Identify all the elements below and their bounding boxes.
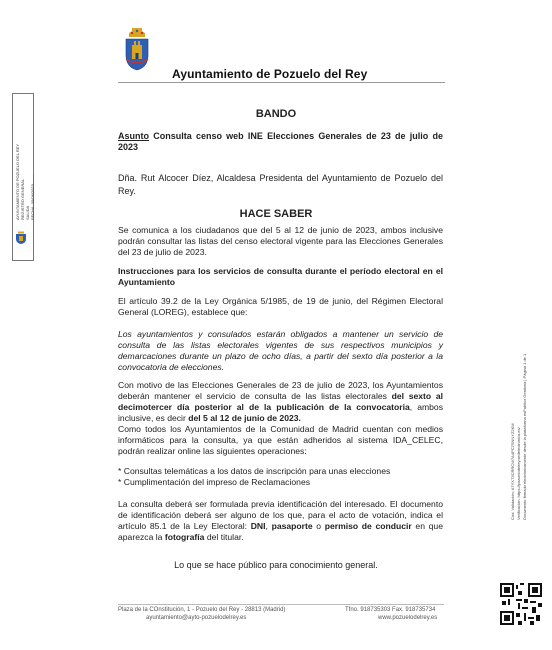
footer-website[interactable]: www.pozuelodelrey.es xyxy=(378,615,438,621)
dates-text-bold-d: del 5 al 12 de junio de 2023. xyxy=(188,413,301,423)
qr-code-icon[interactable] xyxy=(500,583,542,625)
verification-code-text: Cód. Validación: A7YXT3CRRCW7A4PC7SNNYZ2KM xyxy=(510,423,515,520)
list-item: * Cumplimentación del impreso de Reclamaciones xyxy=(118,477,311,487)
header-divider xyxy=(118,82,445,83)
stamp-line: REGISTRO GENERAL xyxy=(20,178,25,220)
identification-paragraph xyxy=(118,499,443,543)
operations-list xyxy=(118,466,443,488)
instructions-heading: Instrucciones para los servicios de consulta durante el período electoral en el Ayuntamiento xyxy=(118,266,443,287)
id-pasaporte: pasaporte xyxy=(271,521,313,531)
list-item: * Consultas telemáticas a los datos de inscripción para unas elecciones xyxy=(118,466,391,476)
footer-phone-fax: Tfno. 918735303 Fax. 918735734 xyxy=(345,607,436,613)
footer-address: Plaza de la COnstitución, 1 - Pozuelo del Rey - 28813 (Madrid) xyxy=(118,607,286,613)
dates-text-a: Con motivo de las Elecciones Generales de 23 de julio de 2023, los Ayuntamientos deberán mantener el servicio de consulta de las listas electorales xyxy=(118,380,443,401)
footer-email[interactable]: ayuntamiento@ayto-pozuelodelrey.es xyxy=(146,615,247,621)
id-sep-1: , xyxy=(265,521,272,531)
footer-divider xyxy=(118,604,444,605)
stamp-line: FECHA: 05/06/2023 ........ xyxy=(30,174,35,220)
id-dni: DNI xyxy=(250,521,266,531)
stamp-line: AYUNTAMIENTO DE POZUELO DEL REY xyxy=(15,143,20,220)
id-text-a: La consulta deberá ser formulada previa identificación del interesado. El documento de identificación deberá ser alguno de los que, para el acto de votación, indica el artículo 85.1 de la Ley Electoral: xyxy=(118,499,443,531)
esignature-text: Documento firmado electrónicamente desde la plataforma esPublico Gestiona | Página 1 de 1 xyxy=(522,353,527,520)
law-reference-paragraph: El artículo 39.2 de la Ley Orgánica 5/1985, de 19 de junio, del Régimen Electoral General (LOREG), establece que: xyxy=(118,296,443,317)
online-operations-paragraph: Como todos los Ayuntamientos de la Comunidad de Madrid cuentan con medios informáticos para la consulta, ya que están adheridos al sistema IDA_CELEC, podrán realizar online las siguientes operaciones: xyxy=(118,424,443,456)
id-sep-2: o xyxy=(312,521,325,531)
coat-of-arms-logo xyxy=(123,27,151,71)
verification-url-text[interactable]: Verificación: https://pozuelodelrey.sedelectronica.es/ xyxy=(516,427,521,520)
closing-statement: Lo que se hace público para conocimiento general. xyxy=(174,560,378,570)
stamp-line: SALIDA xyxy=(25,205,30,220)
id-text-b: en que aparezca la xyxy=(118,521,443,542)
dates-paragraph xyxy=(118,380,443,424)
document-title: BANDO xyxy=(255,108,297,120)
id-fotografia: fotografía xyxy=(164,532,205,542)
law-quote-paragraph: Los ayuntamientos y consulados estarán obligados a mantener un servicio de consulta de las listas electorales vigentes de sus respectivos municipios y demarcaciones durante un plazo de ocho días, a partir del sexto día posterior a la convocatoria de elecciones. xyxy=(118,329,443,372)
subject-text: Consulta censo web INE Elecciones Generales de 23 de julio de 2023 xyxy=(118,131,443,152)
municipality-header: Ayuntamiento de Pozuelo del Rey xyxy=(172,67,368,81)
id-text-c: del titular. xyxy=(204,532,244,542)
dates-text-bold-b: del sexto al decimotercer día posterior al de la publicación de la convocatoria xyxy=(118,391,443,412)
announcement-paragraph: Se comunica a los ciudadanos que del 5 al 12 de junio de 2023, ambos inclusive podrán consultar las listas del censo electoral vigente para las Elecciones Generales del 23 de julio de 2023. xyxy=(118,225,443,257)
id-permiso: permiso de conducir xyxy=(324,521,412,531)
stamp-seal-icon xyxy=(14,231,28,245)
hace-saber-heading: HACE SABER xyxy=(239,208,313,220)
subject-label: Asunto xyxy=(118,131,149,141)
dates-text-c: , ambos inclusive, es decir xyxy=(118,402,444,423)
registry-stamp-text xyxy=(15,120,35,220)
signer-paragraph: Dña. Rut Alcocer Díez, Alcaldesa Presidenta del Ayuntamiento de Pozuelo del Rey. xyxy=(118,173,443,196)
subject-line xyxy=(118,131,443,153)
